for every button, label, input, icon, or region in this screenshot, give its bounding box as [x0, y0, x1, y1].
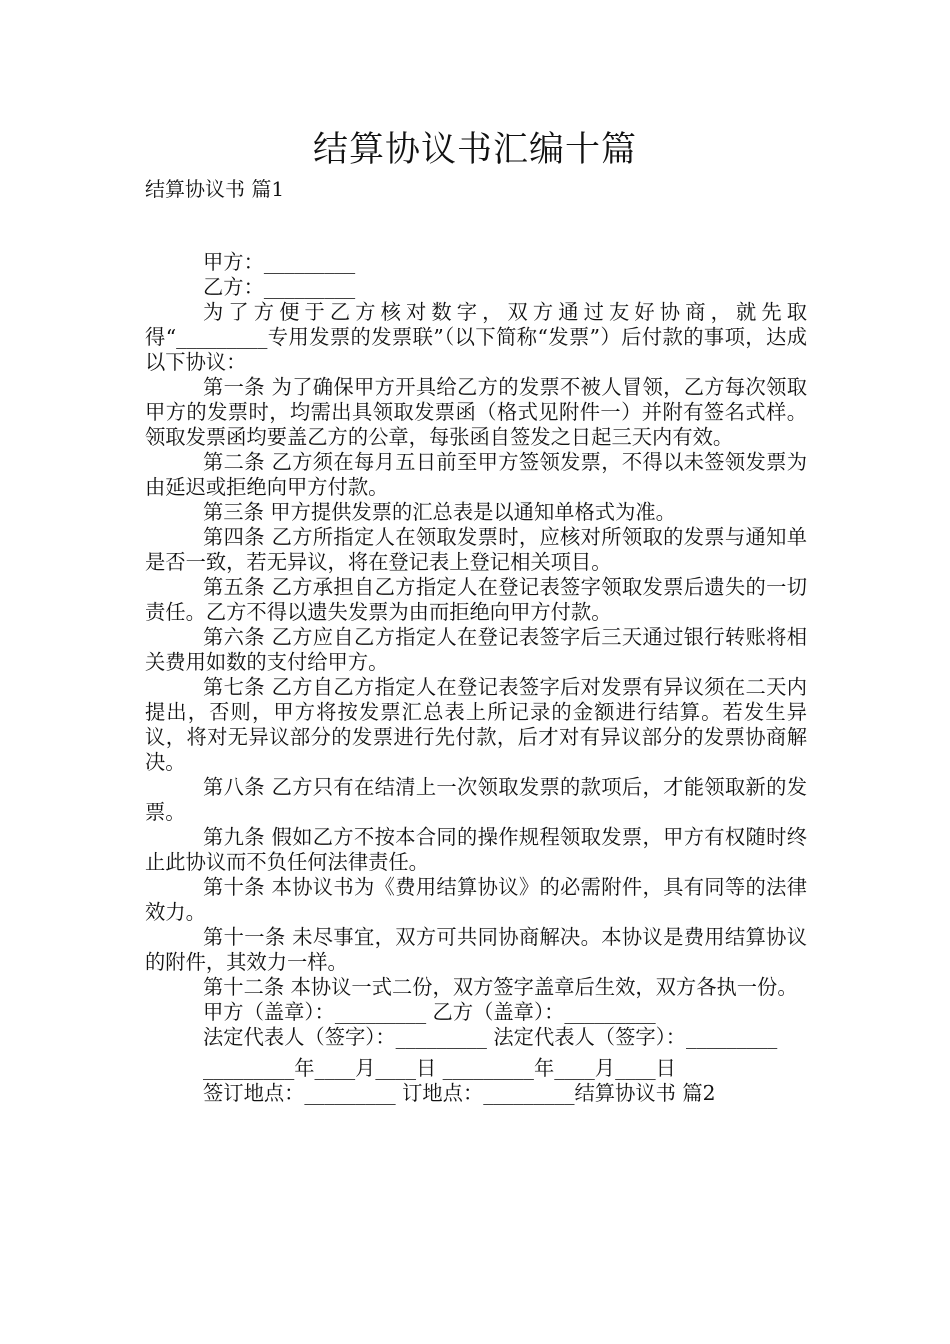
article-3: 第三条 甲方提供发票的汇总表是以通知单格式为准。	[203, 500, 676, 524]
article-4: 第四条 乙方所指定人在领取发票时，应核对所领取的发票与通知单是否一致，若无异议，将在登记表上登记相关项目。	[145, 525, 807, 574]
article-12: 第十二条 本协议一式二份，双方签字盖章后生效，双方各执一份。	[203, 975, 798, 999]
document-title: 结算协议书汇编十篇	[312, 130, 637, 170]
article-10: 第十条 本协议书为《费用结算协议》的必需附件，具有同等的法律效力。	[145, 875, 807, 924]
agreement-body	[145, 250, 807, 1106]
party-b-line: 乙方：_________	[203, 275, 356, 299]
party-a-line: 甲方：_________	[203, 250, 356, 274]
article-7: 第七条 乙方自乙方指定人在登记表签字后对发票有异议须在二天内提出，否则，甲方将按发票汇总表上所记录的金额进行结算。若发生异议，将对无异议部分的发票进行先付款，后才对有异议部分的发票协商解决。	[145, 675, 807, 774]
section-heading: 结算协议书 篇1	[145, 177, 285, 201]
article-6: 第六条 乙方应自乙方指定人在登记表签字后三天通过银行转账将相关费用如数的支付给甲方。	[145, 625, 807, 674]
intro-paragraph: 为了方便于乙方核对数字，双方通过友好协商，就先取得“_________专用发票的发票联”（以下简称“发票”）后付款的事项，达成以下协议：	[145, 300, 807, 374]
article-2: 第二条 乙方须在每月五日前至甲方签领发票，不得以未签领发票为由延迟或拒绝向甲方付款。	[145, 450, 807, 499]
article-5: 第五条 乙方承担自乙方指定人在登记表签字领取发票后遗失的一切责任。乙方不得以遗失发票为由而拒绝向甲方付款。	[145, 575, 807, 624]
article-8: 第八条 乙方只有在结清上一次领取发票的款项后，才能领取新的发票。	[145, 775, 807, 824]
article-9: 第九条 假如乙方不按本合同的操作规程领取发票，甲方有权随时终止此协议而不负任何法律责任。	[145, 825, 807, 874]
place-line: 签订地点：_________ 订地点：_________结算协议书 篇2	[203, 1081, 716, 1105]
seal-line: 甲方（盖章）：_________ 乙方（盖章）：_________	[203, 1000, 656, 1024]
representative-line: 法定代表人（签字）：_________ 法定代表人（签字）：_________	[203, 1025, 778, 1049]
date-line: _________年____月____日 _________年____月____日	[203, 1056, 676, 1080]
article-1: 第一条 为了确保甲方开具给乙方的发票不被人冒领，乙方每次领取甲方的发票时，均需出具领取发票函（格式见附件一）并附有签名式样。领取发票函均要盖乙方的公章，每张函自签发之日起三天内有效。	[145, 375, 807, 449]
article-11: 第十一条 未尽事宜，双方可共同协商解决。本协议是费用结算协议的附件，其效力一样。	[145, 925, 807, 974]
